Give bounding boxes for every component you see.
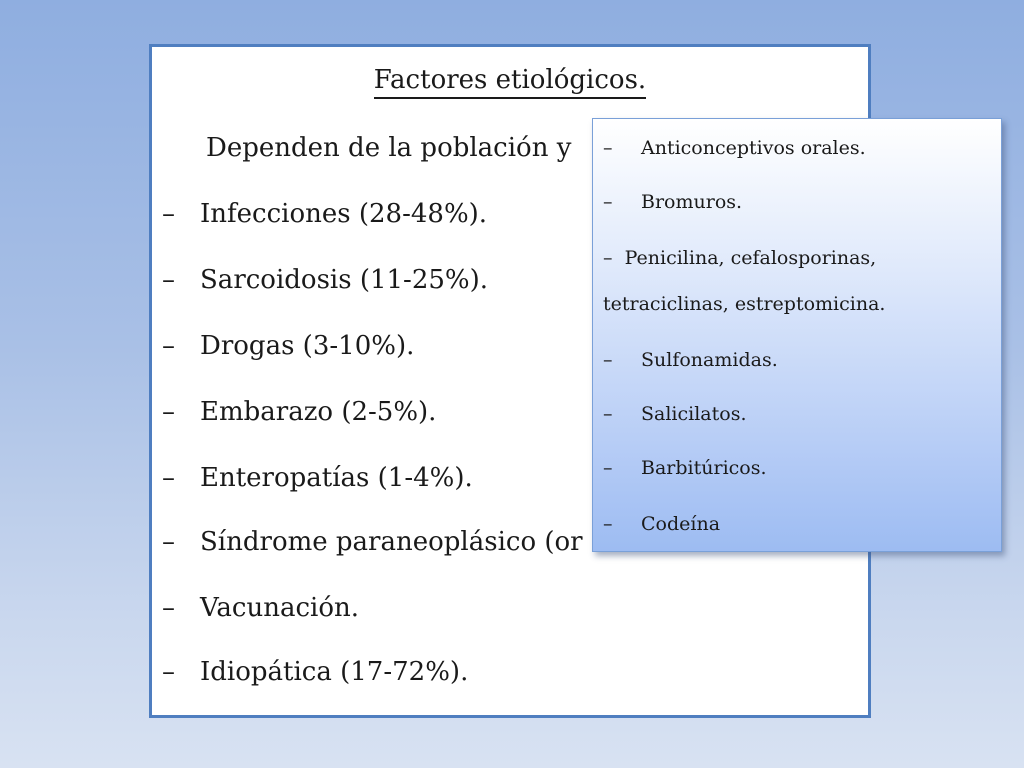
- list-item-label: Idiopática (17-72%).: [200, 657, 469, 687]
- drug-item-label: Bromuros.: [641, 191, 743, 213]
- list-item: [162, 397, 436, 427]
- list-item-label: Vacunación.: [200, 593, 359, 623]
- drug-item-label: Penicilina, cefalosporinas,: [624, 247, 877, 269]
- drug-dash: –: [603, 247, 613, 269]
- drug-item: [603, 137, 866, 159]
- drug-item: [603, 247, 876, 269]
- list-item: [162, 657, 468, 687]
- slide-subtitle: Dependen de la población y: [206, 133, 572, 163]
- slide-title: [152, 65, 868, 95]
- drug-item: [603, 513, 720, 535]
- drug-item: [603, 349, 778, 371]
- drug-item-label: Sulfonamidas.: [641, 349, 778, 371]
- drug-dash: –: [603, 349, 613, 371]
- drug-item-continuation: [603, 293, 885, 315]
- list-item: [162, 463, 473, 493]
- list-dash: –: [162, 397, 175, 427]
- drug-item-label: Salicilatos.: [641, 403, 747, 425]
- drug-dash: –: [603, 403, 613, 425]
- list-dash: –: [162, 199, 175, 229]
- drug-item: [603, 403, 746, 425]
- drug-item: [603, 191, 742, 213]
- drug-item-label: Barbitúricos.: [641, 457, 767, 479]
- list-dash: –: [162, 593, 175, 623]
- list-item-label: Síndrome paraneoplásico (or: [200, 527, 583, 557]
- list-item-label: Drogas (3-10%).: [200, 331, 415, 361]
- drug-item-label: Codeína: [641, 513, 721, 535]
- drug-item-label: tetraciclinas, estreptomicina.: [603, 293, 886, 315]
- list-dash: –: [162, 527, 175, 557]
- drug-dash: –: [603, 457, 613, 479]
- drug-dash: –: [603, 137, 613, 159]
- list-dash: –: [162, 265, 175, 295]
- list-item-label: Embarazo (2-5%).: [200, 397, 437, 427]
- list-item: [162, 527, 583, 557]
- list-item: [162, 593, 359, 623]
- list-dash: –: [162, 331, 175, 361]
- list-dash: –: [162, 463, 175, 493]
- list-item-label: Infecciones (28-48%).: [200, 199, 488, 229]
- list-item-label: Enteropatías (1-4%).: [200, 463, 473, 493]
- drugs-overlay-box: [592, 118, 1002, 552]
- list-item-label: Sarcoidosis (11-25%).: [200, 265, 489, 295]
- list-item: [162, 265, 488, 295]
- drug-item-label: Anticonceptivos orales.: [641, 137, 866, 159]
- list-item: [162, 331, 414, 361]
- list-item: [162, 199, 487, 229]
- slide-title-text: Factores etiológicos.: [374, 65, 646, 99]
- drug-item: [603, 457, 767, 479]
- drug-dash: –: [603, 513, 613, 535]
- list-dash: –: [162, 657, 175, 687]
- drug-dash: –: [603, 191, 613, 213]
